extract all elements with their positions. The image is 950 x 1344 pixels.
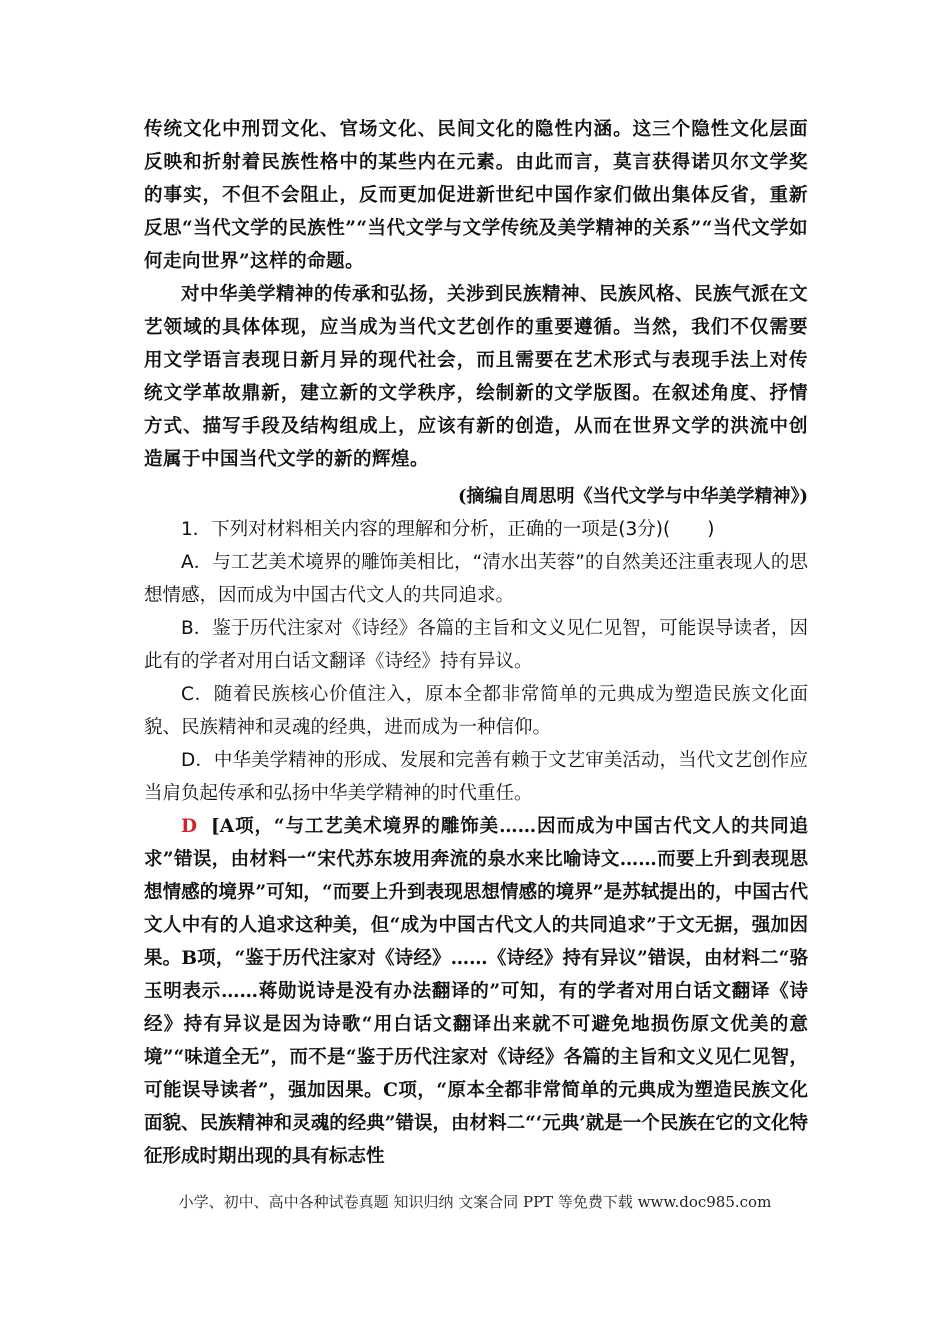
answer-analysis: [144, 810, 808, 1173]
article-source: (摘编自周思明《当代文学与中华美学精神》): [457, 486, 808, 507]
option-a: A．与工艺美术境界的雕饰美相比，“清水出芙蓉”的自然美还注重表现人的思想情感，因而成为中国古代文人的共同追求。: [144, 552, 808, 606]
option-b: B．鉴于历代注家对《诗经》各篇的主旨和文义见仁见智，可能误导读者，因此有的学者对用白话文翻译《诗经》持有异议。: [144, 618, 808, 672]
document-body: [144, 113, 808, 1173]
article-paragraph-1: 传统文化中刑罚文化、官场文化、民间文化的隐性内涵。这三个隐性文化层面反映和折射着民族性格中的某些内在元素。由此而言，莫言获得诺贝尔文学奖的事实，不但不会阻止，反而更加促进新世纪中国作家们做出集体反省，重新反思“当代文学的民族性”“当代文学与文学传统及美学精神的关系”“当代文学如何走向世界”这样的命题。: [144, 119, 808, 272]
article-paragraph-2: 对中华美学精神的传承和弘扬，关涉到民族精神、民族风格、民族气派在文艺领域的具体体现，应当成为当代文艺创作的重要遵循。当然，我们不仅需要用文学语言表现日新月异的现代社会，而且需要在艺术形式与表现手法上对传统文学革故鼎新，建立新的文学秩序，绘制新的文学版图。在叙述角度、抒情方式、描写手段及结构组成上，应该有新的创造，从而在世界文学的洪流中创造属于中国当代文学的新的辉煌。: [144, 284, 809, 470]
answer-key: D: [181, 816, 198, 837]
analysis-text: [A项，“与工艺美术境界的雕饰美……因而成为中国古代文人的共同追求”错误，由材料一“宋代苏东坡用奔流的泉水来比喻诗文……而要上升到表现思想情感的境界”可知，“而要上升到表现思想情感的境界”是苏轼提出的，中国古代文人中有的人追求这种美，但“成为中国古代文人的共同追求”于文无据，强加因果。B项，“鉴于历代注家对《诗经》……《诗经》持有异议”错误，由材料二“骆玉明表示……蒋勋说诗是没有办法翻译的”可知，有的学者对用白话文翻译《诗经》持有异议是因为诗歌“用白话文翻译出来就不可避免地损伤原文优美的意境”“味道全无”，而不是“鉴于历代注家对《诗经》各篇的主旨和文义见仁见智，可能误导读者”，强加因果。C项，“原本全都非常简单的元典成为塑造民族文化面貌、民族精神和灵魂的经典”错误，由材料二“‘元典’就是一个民族在它的文化特征形成时期出现的具有标志性: [144, 816, 808, 1167]
page-footer: 小学、初中、高中各种试卷真题 知识归纳 文案合同 PPT 等免费下载 www.doc985.com: [178, 1193, 772, 1211]
question-stem: 1．下列对材料相关内容的理解和分析，正确的一项是(3分)( ): [181, 519, 715, 540]
option-c: C．随着民族核心价值注入，原本全都非常简单的元典成为塑造民族文化面貌、民族精神和灵魂的经典，进而成为一种信仰。: [144, 684, 808, 738]
option-d: D．中华美学精神的形成、发展和完善有赖于文艺审美活动，当代文艺创作应当肩负起传承和弘扬中华美学精神的时代重任。: [144, 750, 808, 804]
